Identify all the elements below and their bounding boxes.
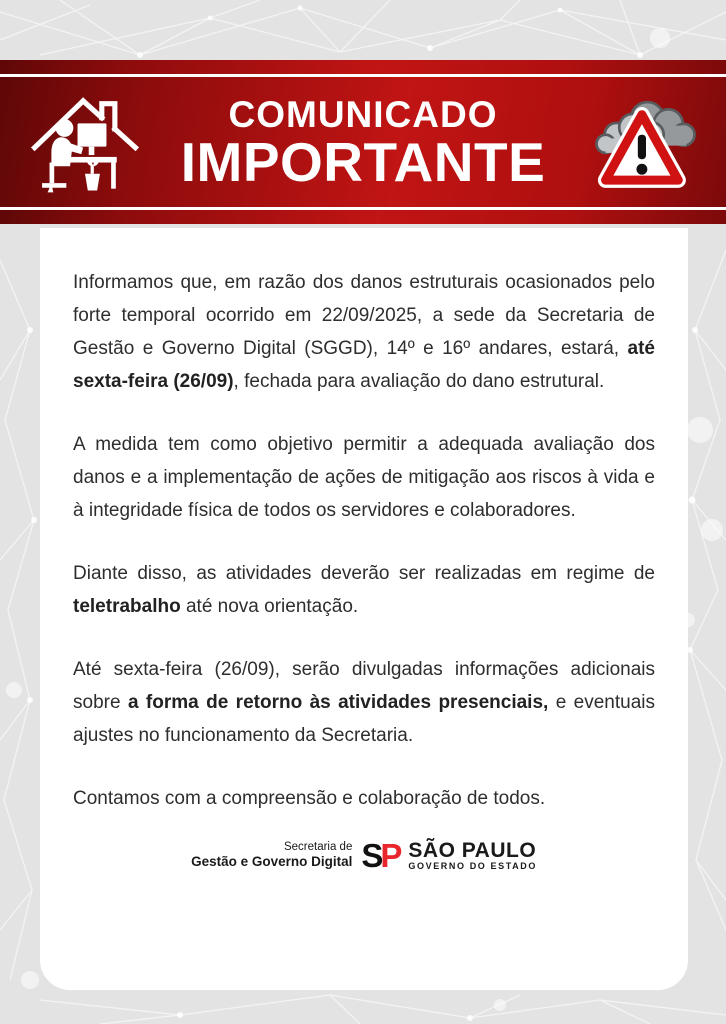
banner-titles bbox=[144, 94, 582, 193]
state-name: SÃO PAULO bbox=[408, 839, 537, 862]
banner-title-line2: IMPORTANTE bbox=[180, 130, 546, 193]
secretaria-wordmark bbox=[191, 841, 352, 870]
state-subtitle: GOVERNO DO ESTADO bbox=[408, 861, 537, 872]
sao-paulo-wordmark bbox=[408, 839, 537, 872]
banner-top-strip bbox=[0, 60, 726, 74]
secretaria-line2: Gestão e Governo Digital bbox=[191, 854, 353, 870]
home-office-icon bbox=[26, 84, 144, 200]
notice-paragraph-3: Diante disso, as atividades deverão ser realizadas em regime de teletrabalho até nova orientação. bbox=[73, 563, 655, 617]
sp-logo-letter-p: P bbox=[380, 837, 400, 874]
banner-bottom-strip bbox=[0, 210, 726, 224]
banner bbox=[0, 60, 726, 224]
notice-paragraph-4: Até sexta-feira (26/09), serão divulgadas informações adicionais sobre a forma de retorno às atividades presenciais, e eventuais ajustes no funcionamento da Secretaria. bbox=[73, 659, 656, 746]
sp-logo-mark bbox=[361, 839, 399, 872]
notice-paragraph-5: Contamos com a compreensão e colaboração de todos. bbox=[73, 788, 546, 809]
secretaria-line1: Secretaria de bbox=[283, 841, 353, 854]
government-logo bbox=[73, 839, 655, 872]
notice-paragraph-2: A medida tem como objetivo permitir a adequada avaliação dos danos e a implementação de ações de mitigação aos riscos à vida e à integridade física de todos os servidores e colaboradores. bbox=[73, 434, 655, 521]
notice-card bbox=[40, 228, 688, 990]
notice-paragraph-1: Informamos que, em razão dos danos estruturais ocasionados pelo forte temporal ocorrido em 22/09/2025, a sede da Secretaria de Gestão e Governo Digital (SGGD), 14º e 16º andares, estará, até sexta-feira (26/09), fechada para avaliação do dano estrutural. bbox=[73, 272, 655, 392]
storm-warning-icon bbox=[582, 84, 700, 200]
banner-title-line1: COMUNICADO bbox=[228, 94, 498, 136]
banner-main bbox=[0, 77, 726, 207]
sp-logo-letter-s: S bbox=[361, 837, 381, 874]
